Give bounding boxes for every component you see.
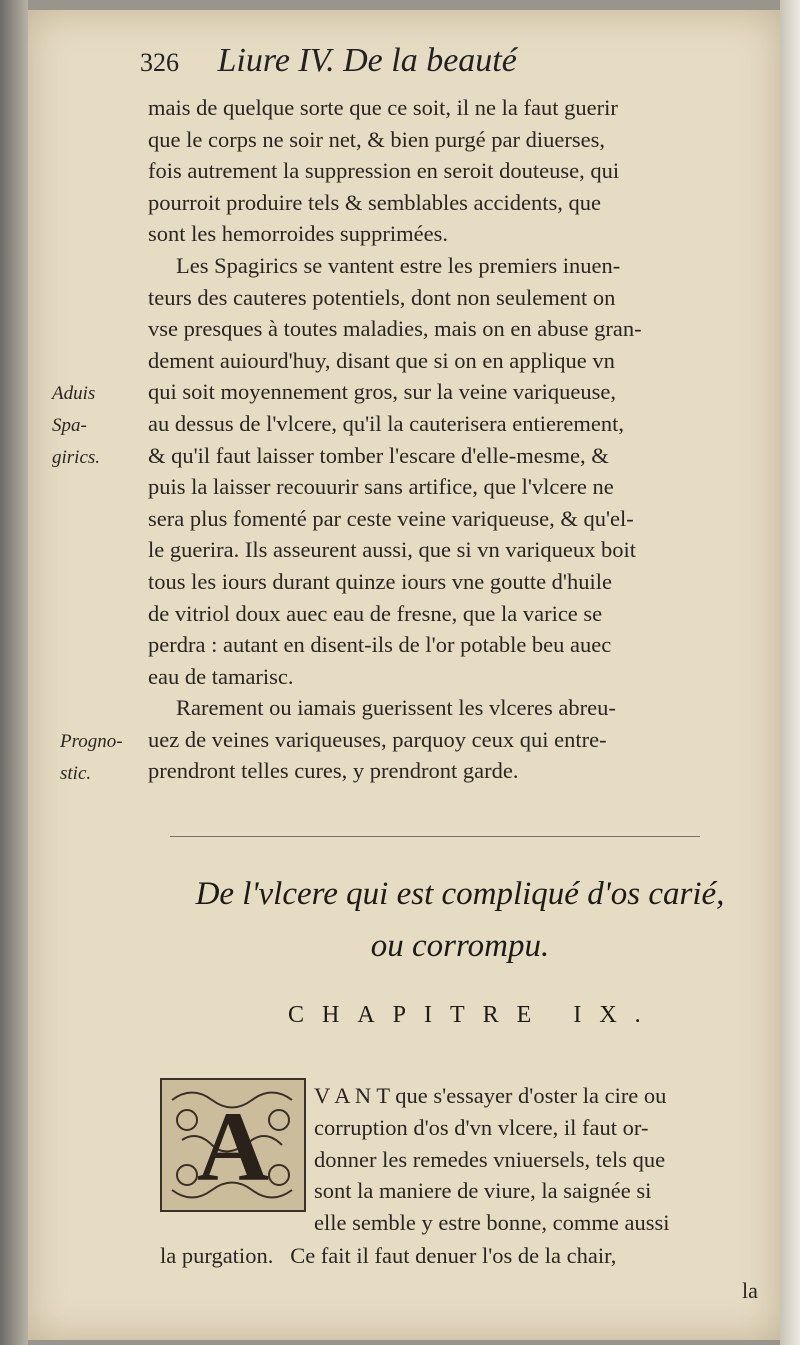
ornament-initial-icon: [162, 1080, 304, 1210]
chapter-title-line: ou corrompu.: [370, 928, 550, 964]
catchword: la: [742, 1278, 758, 1303]
book-gutter-shadow: [0, 0, 28, 1345]
margin-note-line: girics.: [52, 447, 101, 468]
text-line: sont les hemorroides supprimées.: [148, 221, 448, 247]
text-line: le guerira. Ils asseurent aussi, que si vn variqueux boit: [148, 537, 637, 563]
margin-note-line: Spa-: [52, 415, 87, 436]
text-line: fois autrement la suppression en seroit douteuse, qui: [148, 158, 620, 184]
text-line: prendront telles cures, y prendront garde.: [148, 758, 519, 784]
text-line: la purgation. Ce fait il faut denuer l'os de la chair,: [160, 1243, 617, 1268]
chapter-title-line: De l'vlcere qui est compliqué d'os carié,: [195, 876, 725, 912]
text-line: tous les iours durant quinze iours vne goutte d'huile: [148, 568, 612, 594]
text-line: corruption d'os d'vn vlcere, il faut or-: [314, 1114, 649, 1140]
text-line: eau de tamarisc.: [148, 663, 294, 689]
chapter-body: [314, 1080, 774, 1239]
text-line: mais de quelque sorte que ce soit, il ne la faut guerir: [148, 95, 618, 120]
text-line: sera plus fomenté par ceste veine variqueuse, & qu'el-: [148, 505, 634, 531]
chapter-body-continued: [160, 1240, 770, 1272]
section-divider: [170, 836, 700, 838]
text-line: Rarement ou iamais guerissent les vlceres abreu-: [176, 695, 616, 721]
text-line: dement auiourd'huy, disant que si on en applique vn: [148, 347, 615, 373]
text-line: que le corps ne soir net, & bien purgé par diuerses,: [148, 126, 605, 152]
text-line: qui soit moyennement gros, sur la veine variqueuse,: [148, 379, 617, 405]
text-line: pourroit produire tels & semblables accidents, que: [148, 189, 601, 215]
chapter-title: [140, 868, 780, 972]
text-line: elle semble y estre bonne, comme aussi: [314, 1210, 670, 1236]
svg-text:A: A: [196, 1091, 270, 1202]
text-line: vse presques à toutes maladies, mais on en abuse gran-: [148, 316, 642, 342]
margin-note-aduis: [52, 378, 100, 474]
text-line: puis la laisser recouurir sans artifice, que l'vlcere ne: [148, 474, 614, 500]
text-line: perdra : autant en disent-ils de l'or potable beu auec: [148, 632, 612, 658]
page-number: 326: [140, 48, 179, 77]
chapter-number: CHAPITRE IX.: [288, 1002, 659, 1028]
text-line: V A N T que s'essayer d'oster la cire ou: [314, 1083, 667, 1108]
text-line: & qu'il faut laisser tomber l'escare d'elle-mesme, &: [148, 442, 609, 468]
decorated-initial: [160, 1078, 306, 1212]
margin-note-line: stic.: [60, 763, 92, 784]
text-line: sont la maniere de viure, la saignée si: [314, 1178, 652, 1204]
text-line: teurs des cauteres potentiels, dont non seulement on: [148, 284, 616, 310]
margin-note-prognostic: [60, 726, 123, 790]
margin-note-line: Aduis: [52, 383, 96, 404]
body-text: [148, 92, 770, 787]
text-line: de vitriol doux auec eau de fresne, que la varice se: [148, 600, 603, 626]
text-line: uez de veines variqueuses, parquoy ceux qui entre-: [148, 726, 607, 752]
running-header: [140, 42, 740, 92]
running-title: Liure IV. De la beauté: [217, 42, 517, 79]
text-line: donner les remedes vniuersels, tels que: [314, 1146, 666, 1172]
page-edge: [780, 0, 800, 1345]
margin-note-line: Progno-: [60, 731, 123, 752]
text-line: Les Spagirics se vantent estre les premiers inuen-: [176, 252, 621, 278]
text-line: au dessus de l'vlcere, qu'il la cauterisera entierement,: [148, 410, 625, 436]
